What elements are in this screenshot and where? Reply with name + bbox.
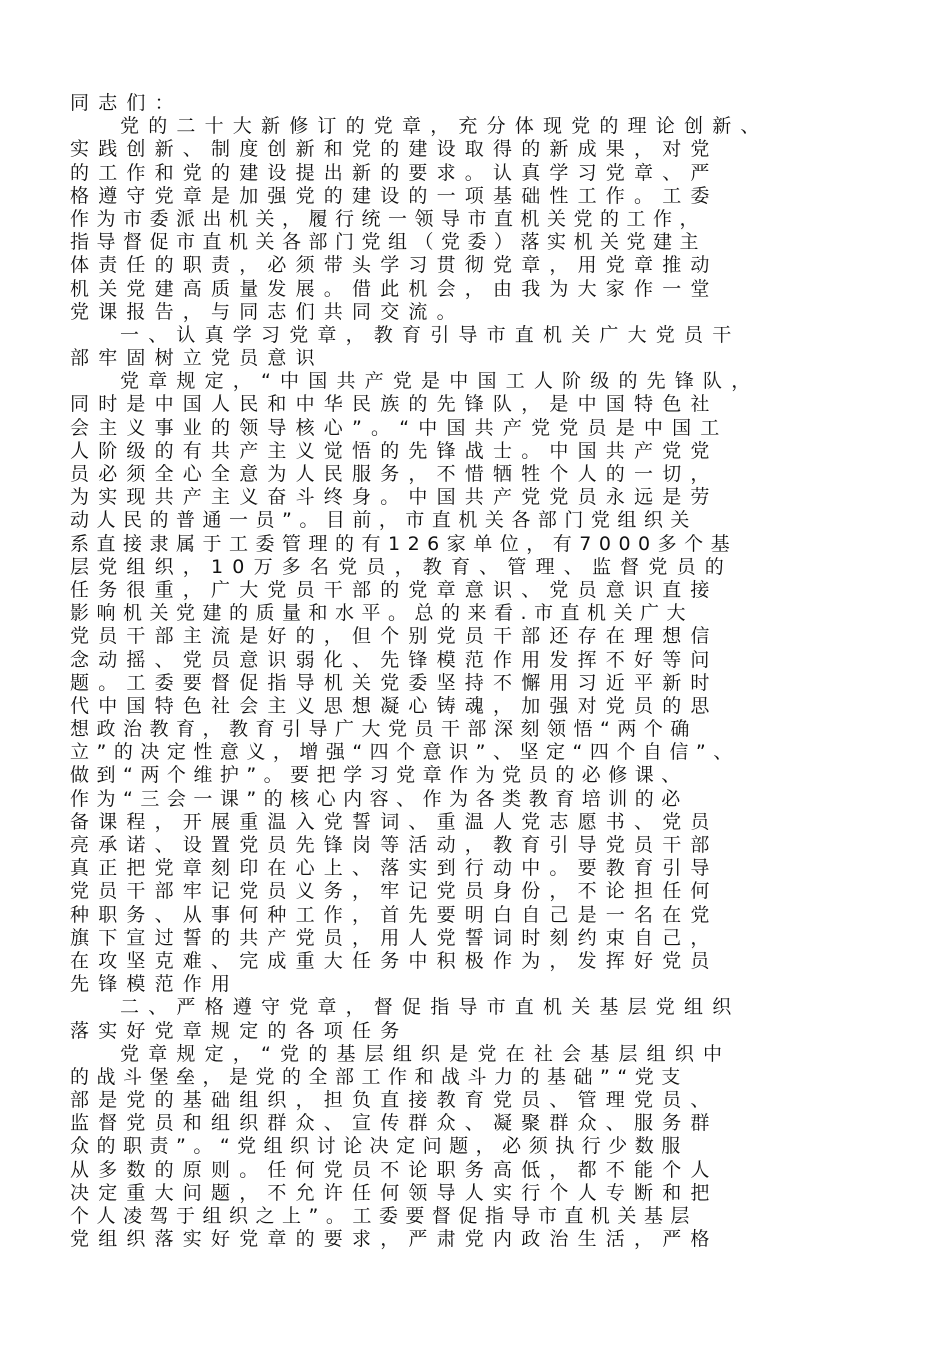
text-line: 作为市委派出机关，履行统一领导市直机关党的工作， [70, 207, 707, 230]
text-line: 机关党建高质量发展。借此机会，由我为大家作一堂 [70, 277, 719, 300]
text-line: 影响机关党建的质量和水平。总的来看.市直机关广大 [70, 602, 694, 625]
text-line: 同时是中国人民和中华民族的先锋队，是中国特色社 [70, 393, 719, 416]
text-line: 格遵守党章是加强党的建设的一项基础性工作。工委 [70, 184, 719, 207]
text-line: 的战斗堡垒，是党的全部工作和战斗力的基础”“党支 [70, 1065, 688, 1088]
text-line: 亮承诺、设置党员先锋岗等活动，教育引导党员干部 [70, 834, 719, 856]
section-heading-line: 落实好党章规定的各项任务 [70, 1019, 409, 1042]
text-line: 决定重大问题，不允许任何领导人实行个人专断和把 [70, 1181, 719, 1204]
text-line: 想政治教育，教育引导广大党员干部深刻领悟“两个确 [70, 718, 697, 741]
text-line: 党员干部主流是好的，但个别党员干部还存在理想信 [70, 625, 719, 648]
text-line: 的工作和党的建设提出新的要求。认真学习党章、严 [70, 161, 719, 184]
text-line: 从多数的原则。任何党员不论职务高低，都不能个人 [70, 1158, 719, 1181]
text-line: 旗下宣过誓的共产党员，用人党誓词时刻约束自己， [70, 926, 719, 949]
text-line: 念动摇、党员意识弱化、先锋模范作用发挥不好等问 [70, 648, 719, 671]
section-heading-line: 二、严格遵守党章，督促指导市直机关基层党组织 [120, 996, 741, 1019]
text-line: 立”的决定性意义，增强“四个意识”、坚定“四个自信”、 [70, 741, 740, 764]
text-line: 种职务、从事何种工作，首先要明白自己是一名在党 [70, 903, 719, 926]
text-line: 党组织落实好党章的要求，严肃党内政治生活，严格 [70, 1228, 719, 1251]
text-line: 为实现共产主义奋斗终身。中国共产党党员永远是劳 [70, 486, 719, 509]
text-line: 同志们： [70, 92, 183, 114]
text-line: 党章规定，“中国共产党是中国工人阶级的先锋队， [120, 370, 760, 393]
section-heading-line: 部牢固树立党员意识 [70, 347, 324, 370]
text-line: 任务很重，广大党员干部的党章意识、党员意识直接 [70, 578, 719, 601]
text-line: 党的二十大新修订的党章，充分体现党的理论创新、 [120, 115, 769, 138]
text-line: 在攻坚克难、完成重大任务中积极作为，发挥好党员 [70, 949, 719, 972]
text-line: 会主义事业的领导核心”。“中国共产党党员是中国工 [70, 416, 729, 439]
text-line: 部是党的基础组织，担负直接教育党员、管理党员、 [70, 1089, 719, 1112]
text-line: 体责任的职责，必须带头学习贯彻党章，用党章推动 [70, 254, 719, 277]
text-line: 党课报告，与同志们共同交流。 [70, 300, 465, 323]
text-line: 做到“两个维护”。要把学习党章作为党员的必修课、 [70, 764, 688, 787]
text-line: 代中国特色社会主义思想凝心铸魂，加强对党员的思 [70, 694, 719, 717]
text-line: 题。工委要督促指导机关党委坚持不懈用习近平新时 [70, 671, 719, 694]
document-body [70, 92, 870, 1251]
text-line: 个人凌驾于组织之上”。工委要督促指导市直机关基层 [70, 1205, 697, 1227]
text-line: 真正把党章刻印在心上、落实到行动中。要教育引导 [70, 857, 719, 880]
text-line: 党章规定，“党的基层组织是党在社会基层组织中 [120, 1042, 732, 1065]
text-line: 备课程，开展重温入党誓词、重温人党志愿书、党员 [70, 810, 719, 833]
text-line: 层党组织，10万多名党员，教育、管理、监督党员的 [70, 555, 733, 578]
text-line: 人阶级的有共产主义觉悟的先锋战士。中国共产党党 [70, 439, 719, 462]
text-line: 系直接隶属于工委管理的有126家单位，有7000多个基 [70, 532, 738, 555]
text-line: 众的职责”。“党组织讨论决定问题，必须执行少数服 [70, 1135, 688, 1158]
text-line: 监督党员和组织群众、宣传群众、凝聚群众、服务群 [70, 1112, 719, 1135]
section-heading-line: 一、认真学习党章，教育引导市直机关广大党员干 [120, 323, 741, 346]
text-line: 指导督促市直机关各部门党组（党委）落实机关党建主 [70, 231, 707, 254]
text-line: 实践创新、制度创新和党的建设取得的新成果，对党 [70, 138, 719, 161]
text-line: 动人民的普通一员”。目前，市直机关各部门党组织关 [70, 509, 697, 532]
text-line: 员必须全心全意为人民服务，不惜牺牲个人的一切， [70, 463, 719, 485]
text-line: 党员干部牢记党员义务，牢记党员身份，不论担任何 [70, 880, 719, 903]
text-line: 先锋模范作用 [70, 973, 240, 996]
text-line: 作为“三会一课”的核心内容、作为各类教育培训的必 [70, 787, 688, 810]
